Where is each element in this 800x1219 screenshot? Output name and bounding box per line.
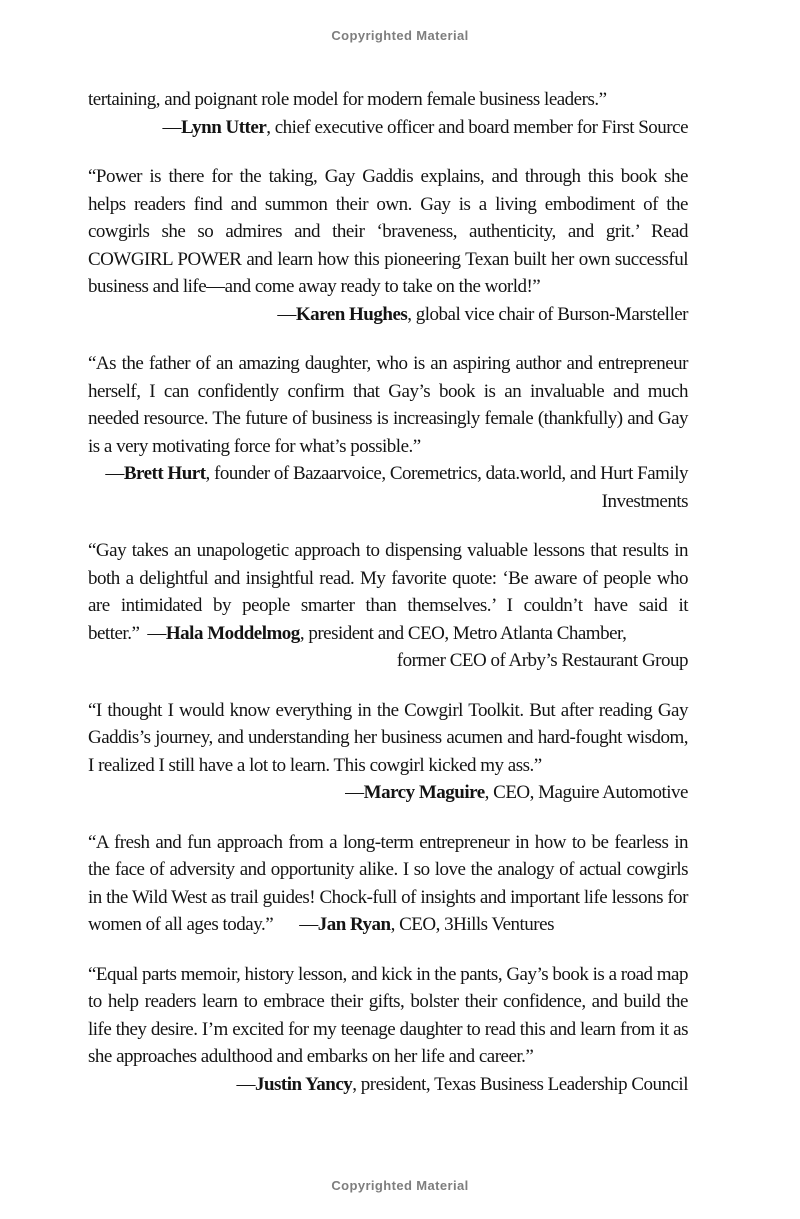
attribution-dash: — [345,782,364,803]
quote-text: “Power is there for the taking, Gay Gaddis explains, and through this book she helps readers find and summon their own. Gay is a living embodiment of the cowgirls she so admires and their ‘braveness, authenticity, and grit.’ Read COWGIRL POWER and learn how this pioneering Texan built her own successful business and life—and come away ready to take on the world!” [88,166,688,297]
praise-item [88,537,688,675]
attribution [88,301,688,329]
attribution-role: , founder of Bazaarvoice, Coremetrics, data.world, and Hurt Family Investments [205,463,688,512]
attribution-dash: — [299,914,318,935]
attribution-role: , president and CEO, Metro Atlanta Chamber, [299,622,627,644]
praise-item [88,697,688,807]
quote-text: “A fresh and fun approach from a long-term entrepreneur in how to be fearless in the face of adversity and opportunity alike. I so love the analogy of actual cowgirls in the Wild West as trail guides! Chock-full of insights and important life lessons for women of all ages today.” —Jan Ryan, CEO, 3Hills Ventures [88,831,688,935]
copyright-notice-top: Copyrighted Material [331,28,469,43]
attribution-role: , president, Texas Business Leadership Council [352,1073,688,1095]
attribution-role: , global vice chair of Burson-Marsteller [407,303,688,325]
attribution-name: Justin Yancy [254,1073,353,1095]
praise-item [88,829,688,939]
quote-text: “As the father of an amazing daughter, who is an aspiring author and entrepreneur herself, I can confidently confirm that Gay’s book is an invaluable and much needed resource. The future of business is increasingly female (thankfully) and Gay is a very motivating force for what’s possible.” [88,353,688,457]
attribution [88,460,688,515]
attribution-name: Jan Ryan [317,914,391,935]
attribution-role: , chief executive officer and board member for First Source [266,116,688,138]
attribution [88,114,688,142]
attribution-dash: — [162,116,181,138]
quote-text: “Gay takes an unapologetic approach to dispensing valuable lessons that results in both a delightful and insightful read. My favorite quote: ‘Be aware of people who are intimidated by people smarter than themselves.’ I couldn’t have said it better.” —Hala Moddelmog, president and CEO, Metro Atlanta Chamber, [88,540,688,644]
attribution-role: , CEO, Maguire Automotive [484,782,688,803]
attribution-name: Hala Moddelmog [165,622,300,644]
praise-item [88,961,688,1099]
attribution [88,647,688,675]
attribution-dash: — [277,303,296,325]
attribution-role: , CEO, 3Hills Ventures [390,914,554,935]
attribution-dash: — [147,622,166,644]
praise-item [88,86,688,141]
attribution-name: Brett Hurt [123,463,206,484]
attribution [88,1071,688,1099]
attribution-name: Marcy Maguire [363,782,485,803]
attribution-dash: — [236,1073,255,1095]
attribution-name: Karen Hughes [295,303,408,325]
praise-list [88,86,688,1120]
praise-item [88,163,688,328]
copyright-notice-bottom: Copyrighted Material [331,1178,469,1193]
quote-text: “I thought I would know everything in the Cowgirl Toolkit. But after reading Gay Gaddis’s journey, and understanding her business acumen and hard-fought wisdom, I realized I still have a lot to learn. This cowgirl kicked my ass.” [88,699,688,776]
attribution [88,779,688,807]
praise-item [88,350,688,515]
attribution-name: Lynn Utter [181,116,267,138]
attribution-role: former CEO of Arby’s Restaurant Group [396,650,688,671]
quote-text: tertaining, and poignant role model for modern female business leaders.” [88,89,607,110]
quote-text: “Equal parts memoir, history lesson, and kick in the pants, Gay’s book is a road map to help readers learn to embrace their gifts, bolster their confidence, and build the life they desire. I’m excited for my teenage daughter to read this and learn from it as she approaches adulthood and embarks on her life and career.” [88,963,688,1067]
attribution-dash: — [105,463,124,484]
